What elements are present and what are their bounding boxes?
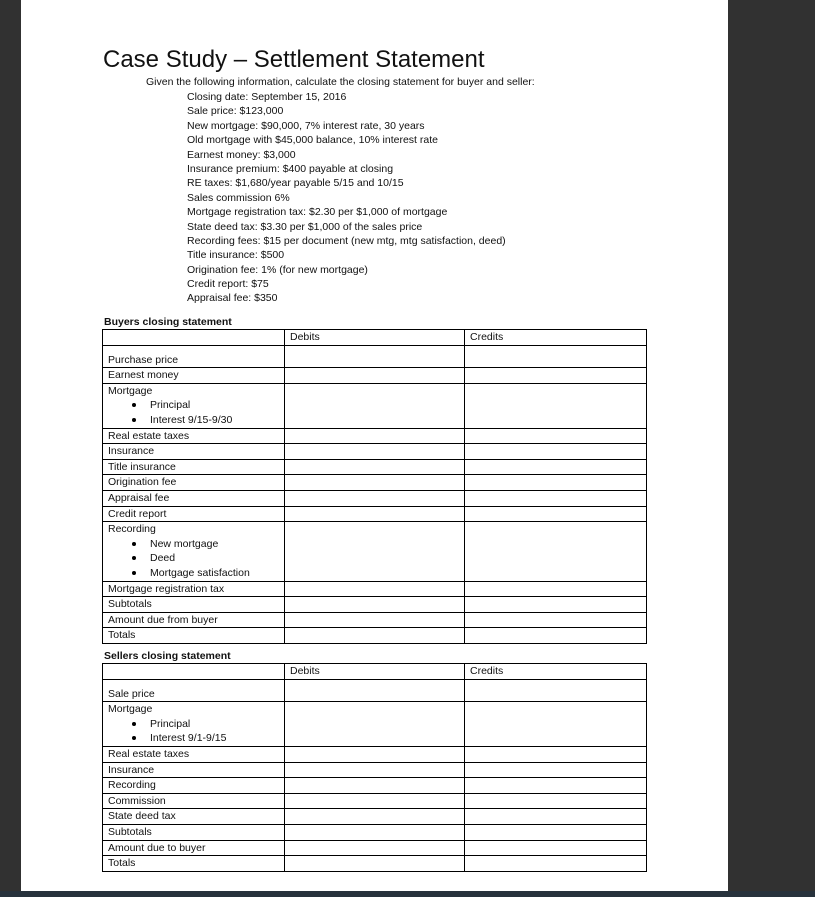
credit-cell <box>465 778 647 794</box>
document-page <box>21 0 728 891</box>
debit-cell <box>285 793 465 809</box>
given-item-appraisal-fee: Appraisal fee: $350 <box>187 292 278 305</box>
given-item-sale-price: Sale price: $123,000 <box>187 105 284 118</box>
commission-label: Commission <box>103 793 285 809</box>
debit-cell <box>285 490 465 506</box>
credit-cell <box>465 428 647 444</box>
blank-header-cell <box>103 664 285 680</box>
mortgage-principal-label: Principal <box>130 398 284 413</box>
given-item-old-mortgage: Old mortgage with $45,000 balance, 10% interest rate <box>187 134 438 147</box>
state-deed-tax-label: State deed tax <box>103 809 285 825</box>
credits-header: Credits <box>465 664 647 680</box>
intro-text: Given the following information, calculate the closing statement for buyer and seller: <box>146 76 535 88</box>
amount-due-from-buyer-label: Amount due from buyer <box>103 612 285 628</box>
given-item-earnest-money: Earnest money: $3,000 <box>187 148 296 161</box>
debits-header: Debits <box>285 664 465 680</box>
given-item-origination-fee: Origination fee: 1% (for new mortgage) <box>187 263 368 276</box>
credit-cell <box>465 746 647 762</box>
credits-header: Credits <box>465 330 647 346</box>
table-row <box>103 597 647 613</box>
credit-cell <box>465 612 647 628</box>
sellers-statement-heading: Sellers closing statement <box>104 650 231 662</box>
recording-mortgage-satisfaction-label: Mortgage satisfaction <box>130 566 284 581</box>
debit-cell <box>285 522 465 581</box>
given-item-closing-date: Closing date: September 15, 2016 <box>187 91 347 103</box>
credit-cell <box>465 490 647 506</box>
viewer-bottom-bar <box>0 891 815 897</box>
table-row <box>103 522 647 581</box>
debit-cell <box>285 383 465 428</box>
table-header-row <box>103 664 647 680</box>
debit-cell <box>285 778 465 794</box>
credit-cell <box>465 809 647 825</box>
debit-cell <box>285 628 465 644</box>
sellers-statement-table <box>102 663 647 872</box>
recording-sub-items <box>108 537 284 581</box>
buyers-statement-heading: Buyers closing statement <box>104 316 232 328</box>
recording-label: Recording <box>108 523 156 536</box>
subtotals-label: Subtotals <box>103 824 285 840</box>
table-row <box>103 628 647 644</box>
debit-cell <box>285 840 465 856</box>
credit-cell <box>465 475 647 491</box>
row-label <box>103 679 285 702</box>
table-row <box>103 746 647 762</box>
mortgage-registration-tax-label: Mortgage registration tax <box>103 581 285 597</box>
table-row <box>103 581 647 597</box>
debit-cell <box>285 597 465 613</box>
totals-label: Totals <box>103 856 285 872</box>
given-item-sales-commission: Sales commission 6% <box>187 191 290 204</box>
page-title: Case Study – Settlement Statement <box>103 46 485 73</box>
mortgage-sub-items <box>108 717 284 746</box>
amount-due-to-buyer-label: Amount due to buyer <box>103 840 285 856</box>
credit-cell <box>465 581 647 597</box>
debit-cell <box>285 824 465 840</box>
purchase-price-label: Purchase price <box>108 353 179 366</box>
debit-cell <box>285 475 465 491</box>
recording-deed-label: Deed <box>130 551 284 566</box>
debit-cell <box>285 679 465 702</box>
blank-header-cell <box>103 330 285 346</box>
real-estate-taxes-label: Real estate taxes <box>103 428 285 444</box>
title-insurance-label: Title insurance <box>103 459 285 475</box>
credit-cell <box>465 856 647 872</box>
table-row <box>103 793 647 809</box>
row-label <box>103 345 285 368</box>
given-item-insurance-premium: Insurance premium: $400 payable at closing <box>187 162 394 175</box>
credit-cell <box>465 383 647 428</box>
mortgage-interest-label: Interest 9/15-9/30 <box>130 413 284 428</box>
given-information-list <box>187 90 506 306</box>
table-row <box>103 444 647 460</box>
given-item-re-taxes: RE taxes: $1,680/year payable 5/15 and 10/15 <box>187 177 404 190</box>
debit-cell <box>285 702 465 747</box>
credit-cell <box>465 628 647 644</box>
credit-cell <box>465 444 647 460</box>
earnest-money-label: Earnest money <box>103 368 285 384</box>
table-row <box>103 702 647 747</box>
table-row <box>103 490 647 506</box>
credit-cell <box>465 824 647 840</box>
debit-cell <box>285 612 465 628</box>
debit-cell <box>285 368 465 384</box>
credit-cell <box>465 702 647 747</box>
table-row <box>103 475 647 491</box>
given-item-state-deed-tax: State deed tax: $3.30 per $1,000 of the sales price <box>187 220 423 233</box>
debits-header: Debits <box>285 330 465 346</box>
credit-cell <box>465 368 647 384</box>
recording-label: Recording <box>103 778 285 794</box>
given-item-mortgage-registration-tax: Mortgage registration tax: $2.30 per $1,000 of mortgage <box>187 206 448 219</box>
given-item-title-insurance: Title insurance: $500 <box>187 249 285 262</box>
mortgage-label: Mortgage <box>108 384 153 397</box>
insurance-label: Insurance <box>103 444 285 460</box>
mortgage-label: Mortgage <box>108 703 153 716</box>
debit-cell <box>285 856 465 872</box>
debit-cell <box>285 809 465 825</box>
table-row <box>103 506 647 522</box>
table-row <box>103 809 647 825</box>
given-item-credit-report: Credit report: $75 <box>187 278 269 291</box>
row-label <box>103 702 285 747</box>
credit-cell <box>465 459 647 475</box>
row-label <box>103 383 285 428</box>
credit-cell <box>465 506 647 522</box>
table-header-row <box>103 330 647 346</box>
row-label <box>103 522 285 581</box>
credit-cell <box>465 597 647 613</box>
debit-cell <box>285 581 465 597</box>
insurance-label: Insurance <box>103 762 285 778</box>
debit-cell <box>285 444 465 460</box>
given-item-new-mortgage: New mortgage: $90,000, 7% interest rate, 30 years <box>187 119 425 132</box>
table-row <box>103 612 647 628</box>
debit-cell <box>285 345 465 368</box>
mortgage-sub-items <box>108 398 284 427</box>
table-row <box>103 856 647 872</box>
table-row <box>103 762 647 778</box>
table-row <box>103 778 647 794</box>
buyers-statement-table <box>102 329 647 644</box>
given-item-recording-fees: Recording fees: $15 per document (new mtg, mtg satisfaction, deed) <box>187 234 506 247</box>
subtotals-label: Subtotals <box>103 597 285 613</box>
table-row <box>103 383 647 428</box>
debit-cell <box>285 762 465 778</box>
table-row <box>103 679 647 702</box>
debit-cell <box>285 506 465 522</box>
table-row <box>103 368 647 384</box>
mortgage-principal-label: Principal <box>130 717 284 732</box>
credit-cell <box>465 840 647 856</box>
credit-cell <box>465 679 647 702</box>
credit-cell <box>465 345 647 368</box>
debit-cell <box>285 746 465 762</box>
credit-report-label: Credit report <box>103 506 285 522</box>
debit-cell <box>285 459 465 475</box>
recording-new-mortgage-label: New mortgage <box>130 537 284 552</box>
totals-label: Totals <box>103 628 285 644</box>
appraisal-fee-label: Appraisal fee <box>103 490 285 506</box>
mortgage-interest-label: Interest 9/1-9/15 <box>130 731 284 746</box>
sale-price-label: Sale price <box>108 687 155 700</box>
table-row <box>103 459 647 475</box>
debit-cell <box>285 428 465 444</box>
table-row <box>103 824 647 840</box>
origination-fee-label: Origination fee <box>103 475 285 491</box>
credit-cell <box>465 762 647 778</box>
real-estate-taxes-label: Real estate taxes <box>103 746 285 762</box>
credit-cell <box>465 793 647 809</box>
table-row <box>103 428 647 444</box>
table-row <box>103 345 647 368</box>
credit-cell <box>465 522 647 581</box>
table-row <box>103 840 647 856</box>
